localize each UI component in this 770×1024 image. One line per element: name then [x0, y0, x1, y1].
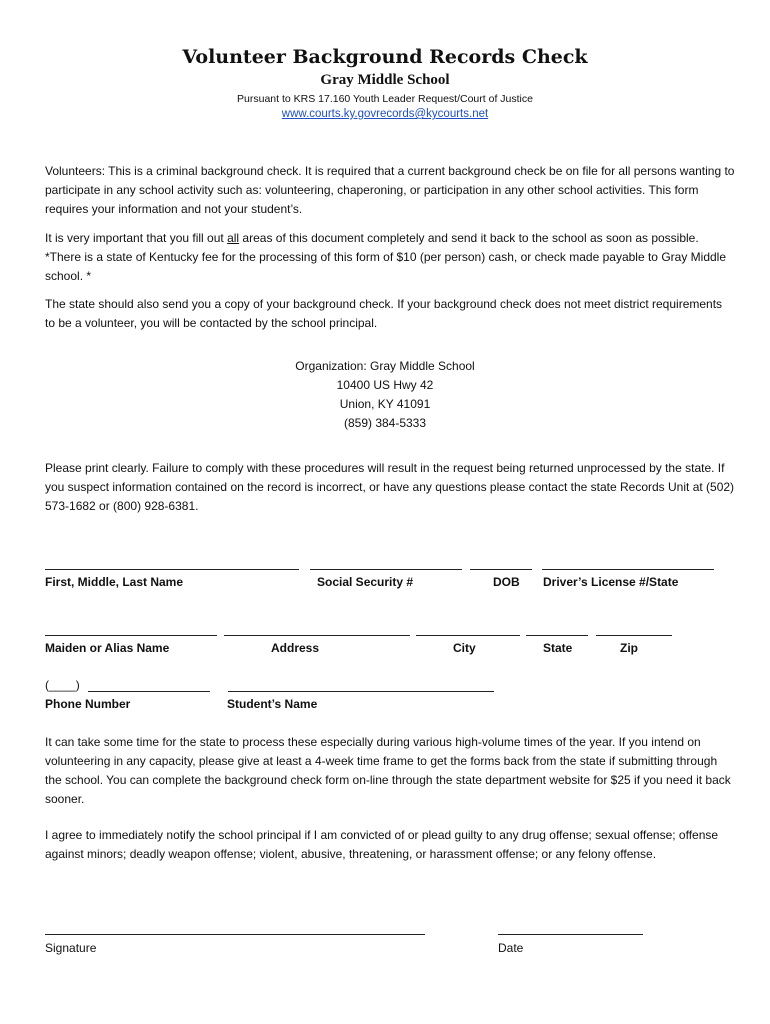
maiden-label: Maiden or Alias Name: [45, 641, 170, 655]
zip-label: Zip: [620, 641, 638, 655]
maiden-input[interactable]: [45, 635, 217, 636]
name-input[interactable]: [45, 569, 299, 570]
print-clearly-paragraph: Please print clearly. Failure to comply with these procedures will result in the request being returned unprocessed by the state. If you suspect information contained on the record is incorrect, or have any questions please contact the state Records Unit at (502) 573-1682 or (800) 928-6381.: [45, 461, 735, 513]
student-label: Student’s Name: [227, 697, 318, 711]
student-input[interactable]: [228, 691, 494, 692]
phone-input[interactable]: [88, 691, 210, 692]
org-street: 10400 US Hwy 42: [336, 378, 434, 392]
fee-text-start: It is very important that you fill out: [45, 231, 228, 245]
city-input[interactable]: [416, 635, 520, 636]
fee-text-end: areas of this document completely and send it back to the school as soon as possible. *There is a state of Kentucky fee for the processing of this form of $10 (per person) cash, or check made payable to Gray Middle school. *: [45, 231, 727, 283]
city-label: City: [453, 641, 476, 655]
zip-input[interactable]: [596, 635, 672, 636]
signature-label: Signature: [45, 941, 97, 955]
fee-text-underlined: all: [227, 231, 240, 245]
courts-link[interactable]: www.courts.ky.govrecords@kycourts.net: [281, 108, 489, 120]
ssn-input[interactable]: [310, 569, 462, 570]
signature-input[interactable]: [45, 934, 425, 935]
license-input[interactable]: [542, 569, 714, 570]
address-input[interactable]: [224, 635, 410, 636]
address-label: Address: [271, 641, 320, 655]
date-label: Date: [498, 941, 524, 955]
processing-time-paragraph: It can take some time for the state to process these especially during various high-volume times of the year. If you intend on volunteering in any capacity, please give at least a 4-week time frame to get the forms back from the state if submitting through the school. You can complete the background check form on-line through the state department website for $25 if you need it back sooner.: [45, 735, 731, 806]
intro-paragraph: Volunteers: This is a criminal background check. It is required that a current background check be on file for all persons wanting to participate in any school activity such as: volunteering, chaperoning, or participation in any other school activities. This form requires your information and not your student’s.: [45, 164, 735, 216]
org-phone: (859) 384-5333: [343, 416, 427, 430]
date-input[interactable]: [498, 934, 643, 935]
school-name: Gray Middle School: [320, 72, 450, 88]
ssn-label: Social Security #: [317, 575, 414, 589]
agreement-paragraph: I agree to immediately notify the school principal if I am convicted of or plead guilty to any drug offense; sexual offense; offense against minors; deadly weapon offense; violent, abusive, threatening, or harassment offense; or any felony offense.: [45, 828, 719, 861]
state-input[interactable]: [526, 635, 588, 636]
license-label: Driver’s License #/State: [543, 575, 679, 589]
phone-label: Phone Number: [45, 697, 131, 711]
dob-input[interactable]: [470, 569, 532, 570]
dob-label: DOB: [493, 575, 520, 589]
org-city: Union, KY 41091: [339, 397, 431, 411]
pursuant-line: Pursuant to KRS 17.160 Youth Leader Request/Court of Justice: [237, 93, 533, 105]
copy-paragraph: The state should also send you a copy of your background check. If your background check does not meet district requirements to be a volunteer, you will be contacted by the school principal.: [45, 297, 723, 330]
org-name: Organization: Gray Middle School: [295, 359, 475, 373]
fee-paragraph: [45, 229, 735, 286]
name-label: First, Middle, Last Name: [45, 575, 184, 589]
state-label: State: [543, 641, 573, 655]
form-title: Volunteer Background Records Check: [182, 46, 588, 68]
phone-area-code: (____): [45, 678, 80, 692]
